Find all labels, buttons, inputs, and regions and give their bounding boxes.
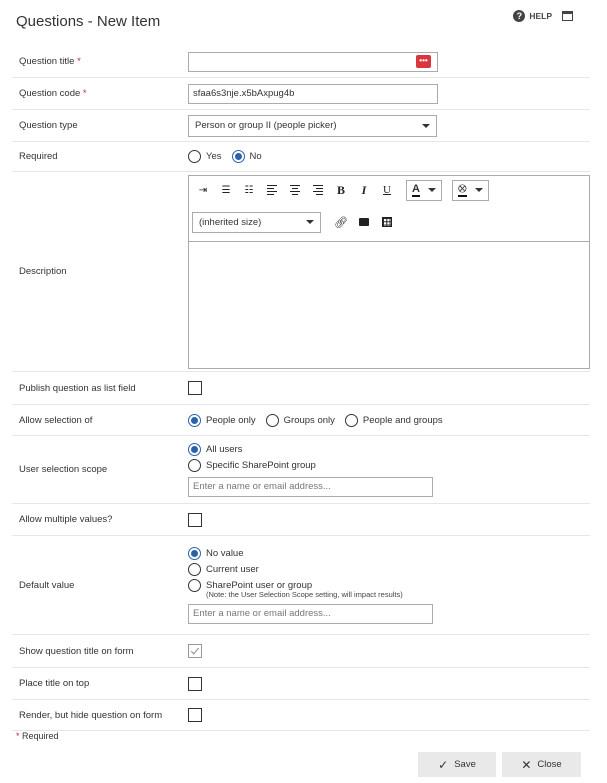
underline-icon[interactable]: U [383,184,391,196]
radio-groups-only[interactable] [266,414,279,427]
row-render-hide [12,700,590,731]
all-users-option[interactable]: All users [188,443,423,456]
align-center-icon[interactable] [287,182,303,198]
chevron-down-icon [306,220,314,224]
required-no-option[interactable]: No [232,150,262,163]
font-size-value: (inherited size) [199,216,262,228]
question-title-input[interactable] [188,52,438,72]
question-code-input[interactable] [188,84,438,104]
question-title-field [188,52,438,72]
help-icon: ? [513,10,525,22]
chevron-down-icon [422,124,430,128]
bold-icon[interactable]: B [336,182,345,197]
numbered-list-icon[interactable]: ☷ [244,184,254,196]
title-on-top-label: Place title on top [19,678,90,689]
allow-selection-label: Allow selection of [19,414,93,426]
radio-specific-group[interactable] [188,459,201,472]
sharepoint-user-option[interactable]: SharePoint user or group [188,579,423,592]
bullet-list-icon[interactable]: ☰ [221,184,231,196]
user-scope-people-input[interactable] [188,477,433,497]
radio-no[interactable] [232,150,245,163]
table-icon[interactable] [379,214,395,230]
radio-no-value[interactable] [188,547,201,560]
row-allow-selection [12,405,590,436]
default-value-note: (Note: the User Selection Scope setting, will impact results) [206,589,403,599]
default-value-people-input[interactable] [188,604,433,624]
required-label: Required [19,151,58,162]
people-and-groups-option[interactable]: People and groups [345,414,443,427]
required-yes-option[interactable]: Yes [188,150,222,163]
current-user-option[interactable]: Current user [188,563,423,576]
user-scope-label: User selection scope [19,464,108,475]
row-show-title [12,635,590,668]
no-value-option[interactable]: No value [188,547,423,560]
align-left-icon[interactable] [264,182,280,198]
required-radio-group [188,150,272,163]
image-icon[interactable] [356,214,372,230]
link-icon[interactable]: 🔗︎ [334,216,348,229]
description-label: Description [19,266,67,277]
question-code-label: Question code * [19,88,87,99]
save-button[interactable]: ✓ Save [418,752,496,777]
editor-toolbar [189,176,589,242]
row-publish [12,372,590,405]
radio-people-only[interactable] [188,414,201,427]
specific-group-option[interactable]: Specific SharePoint group [188,459,423,472]
default-value-options [188,547,433,624]
question-type-label: Question type [19,120,78,131]
editor-content-area[interactable] [189,242,589,368]
groups-only-option[interactable]: Groups only [266,414,335,427]
default-value-label: Default value [19,579,75,591]
close-button[interactable]: ✕ Close [502,752,581,777]
help-button[interactable] [513,10,552,22]
font-size-select[interactable] [192,212,321,233]
question-type-select[interactable] [188,115,437,137]
more-options-icon[interactable]: ••• [416,55,431,68]
row-title-on-top [12,668,590,700]
highlight-color-dropdown[interactable] [452,180,489,201]
chevron-down-icon [428,188,436,192]
checkmark-icon: ✓ [438,757,449,772]
allow-multiple-checkbox[interactable] [188,513,202,527]
font-color-icon: A [412,182,420,195]
allow-multiple-label: Allow multiple values? [19,514,113,525]
radio-all-users[interactable] [188,443,201,456]
row-required [12,142,590,172]
radio-people-and-groups[interactable] [345,414,358,427]
row-default-value [12,536,590,635]
row-question-title [12,46,590,78]
toolbar-row-2 [192,212,402,233]
question-type-value: Person or group II (people picker) [195,120,337,131]
question-title-label: Question title * [19,56,81,67]
italic-icon[interactable]: I [361,182,367,197]
show-title-checkbox[interactable] [188,644,202,658]
align-right-icon[interactable] [310,182,326,198]
row-user-scope [12,436,590,504]
chevron-down-icon [475,188,483,192]
row-description [12,172,590,372]
radio-sharepoint-user[interactable] [188,579,201,592]
indent-icon[interactable]: ⇥ [198,184,208,196]
question-form [12,46,590,731]
render-hide-checkbox[interactable] [188,708,202,722]
publish-checkbox[interactable] [188,381,202,395]
row-allow-multiple [12,504,590,536]
radio-current-user[interactable] [188,563,201,576]
required-note: * Required [16,731,59,741]
dialog-title: Questions - New Item [16,13,161,30]
dialog-actions [513,10,573,22]
row-question-type [12,110,590,142]
font-color-dropdown[interactable] [406,180,442,201]
toolbar-row-1 [195,180,489,201]
show-title-label: Show question title on form [19,645,134,657]
help-label: HELP [529,11,552,21]
rich-text-editor [188,175,590,369]
user-scope-options [188,443,433,497]
publish-label: Publish question as list field [19,382,136,394]
allow-selection-radio-group [188,414,453,427]
row-question-code [12,78,590,110]
close-icon: ✕ [521,757,532,772]
radio-yes[interactable] [188,150,201,163]
highlight-icon: ⭙ [457,182,467,195]
people-only-option[interactable]: People only [188,414,256,427]
render-hide-label: Render, but hide question on form [19,709,163,721]
maximize-icon[interactable] [562,11,573,21]
title-on-top-checkbox[interactable] [188,677,202,691]
